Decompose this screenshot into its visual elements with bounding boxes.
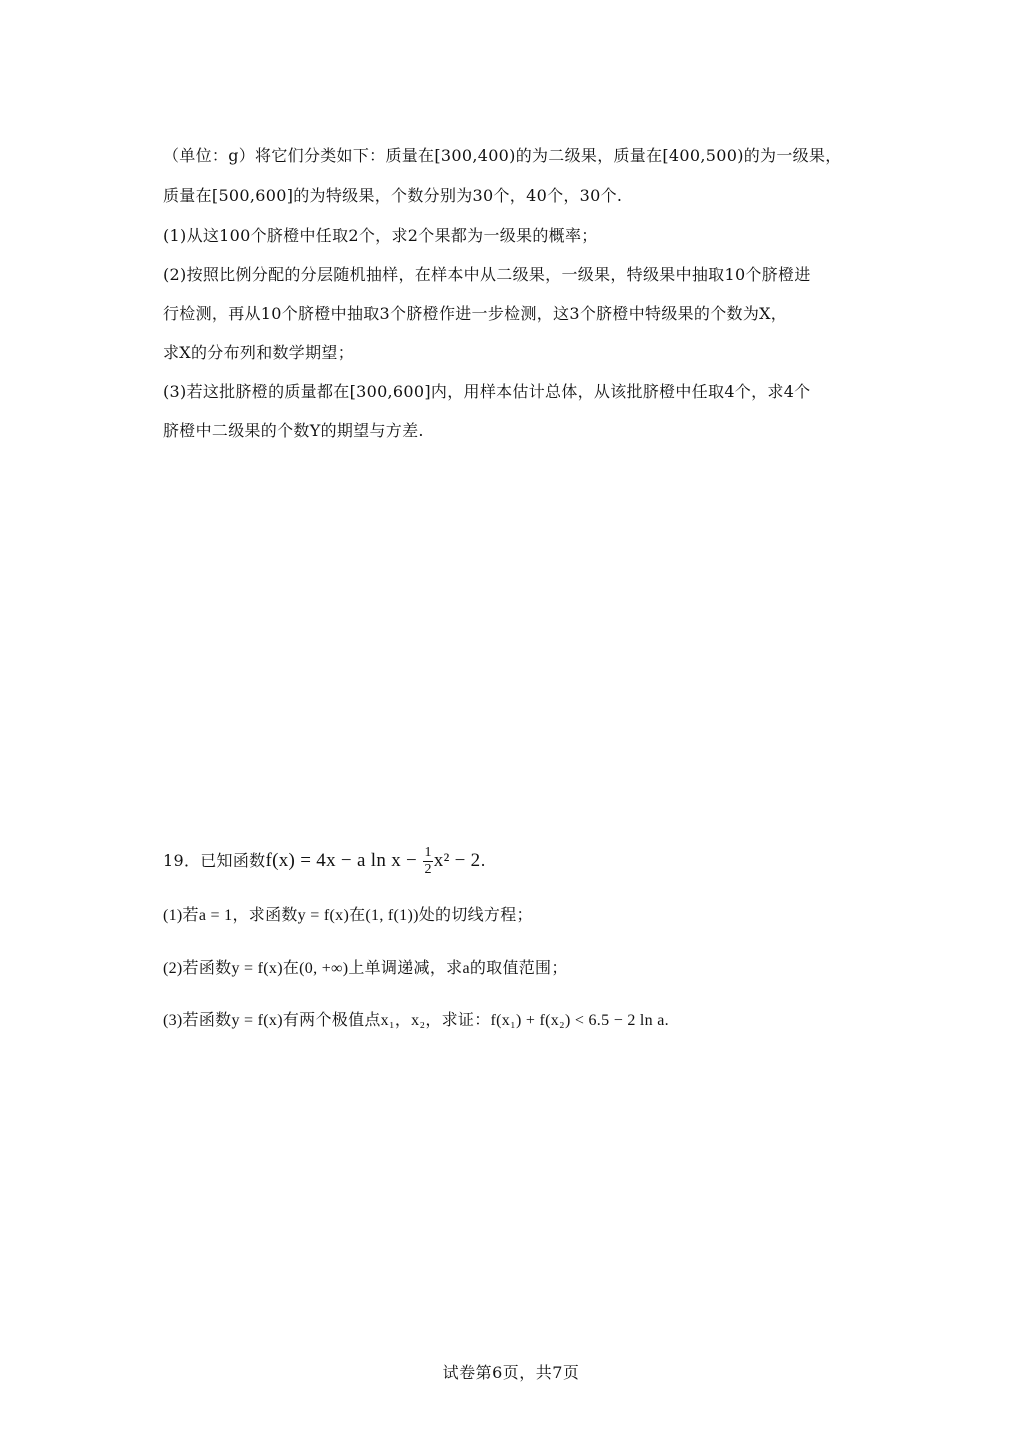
p19-stem-prefix: 19．已知函数 [163,851,266,870]
p18-part2-line3: 求X的分布列和数学期望； [163,343,354,362]
p19-part2: (2)若函数y = f(x)在(0, +∞)上单调递减，求a的取值范围； [163,960,568,977]
p18-part1: (1)从这100个脐橙中任取2个，求2个果都为一级果的概率； [163,226,598,245]
p18-part3-line1: (3)若这批脐橙的质量都在[300,600]内，用样本估计总体，从该批脐橙中任取4个，求4个 [163,382,811,401]
p18-intro-line1: （单位：g）将它们分类如下：质量在[300,400)的为二级果，质量在[400,500)的为一级果， [163,146,842,165]
p19-frac-num: 1 [424,845,432,860]
p18-part3-line2: 脐橙中二级果的个数Y的期望与方差. [163,421,424,440]
p19-fraction [423,846,432,877]
p19-formula-left: f(x) = 4x − a ln x − [265,850,418,871]
p19-frac-den: 2 [424,862,432,877]
p19-stem-suffix: . [480,851,486,870]
p18-part2-line1: (2)按照比例分配的分层随机抽样，在样本中从二级果，一级果，特级果中抽取10个脐橙进 [163,265,811,284]
p19-stem [163,846,486,877]
p19-part1: (1)若a = 1，求函数y = f(x)在(1, f(1))处的切线方程； [163,907,533,924]
p19-formula-right: x² − 2 [433,850,481,871]
p18-part2-line2: 行检测，再从10个脐橙中抽取3个脐橙作进一步检测，这3个脐橙中特级果的个数为X， [163,304,788,323]
page-footer: 试卷第6页，共7页 [442,1363,580,1382]
p18-intro-line2: 质量在[500,600]的为特级果，个数分别为30个，40个，30个. [163,186,623,205]
p19-part3: (3)若函数y = f(x)有两个极值点x₁，x₂，求证：f(x₁) + f(x₂) < 6.5 − 2 ln a. [163,1012,669,1029]
